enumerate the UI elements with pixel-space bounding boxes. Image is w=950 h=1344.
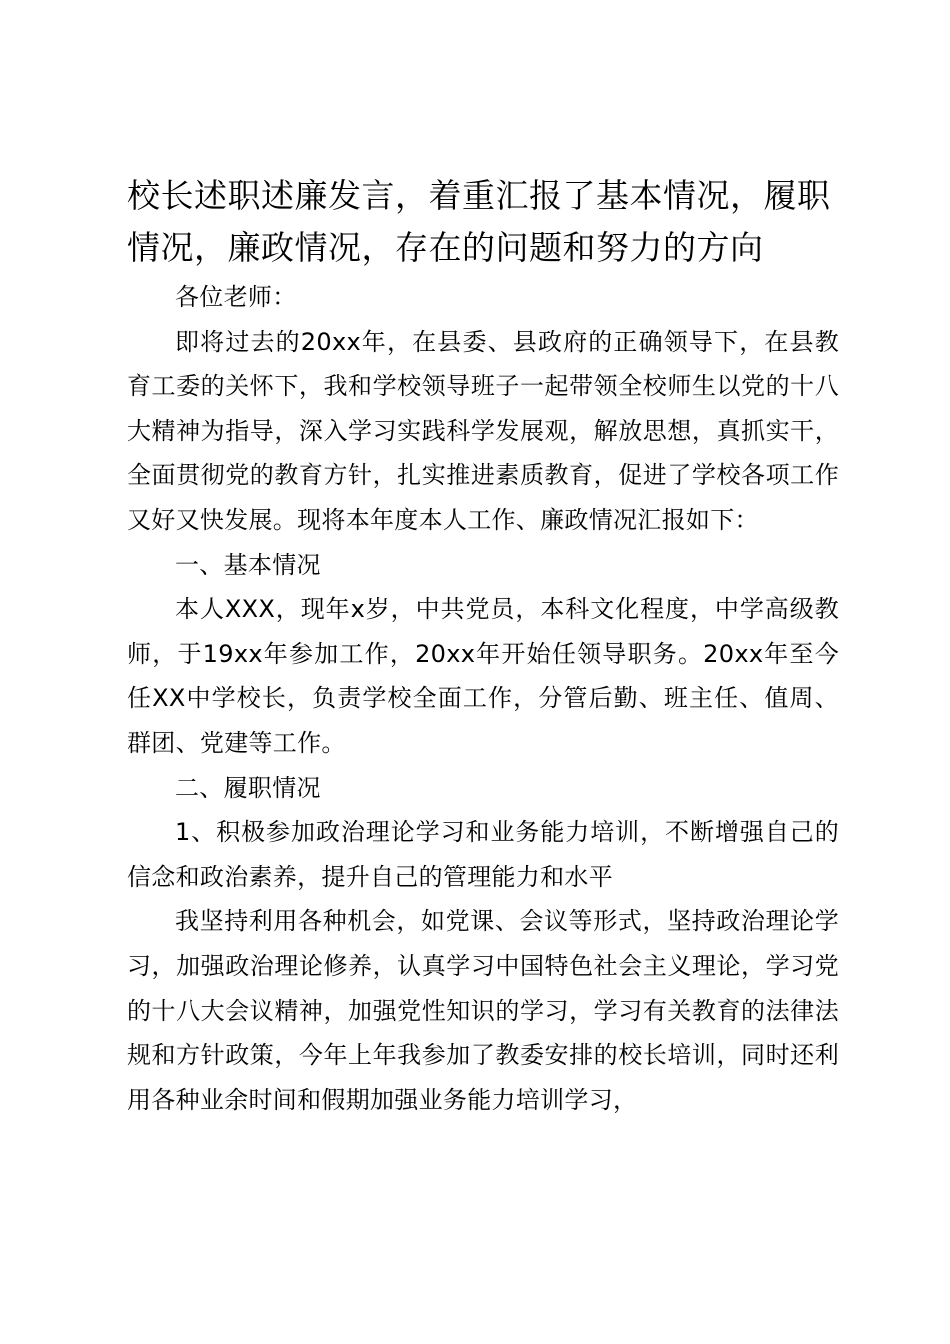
subsection-heading-study: 1、积极参加政治理论学习和业务能力培训，不断增强自己的信念和政治素养，提升自己的管理能力和水平 — [127, 818, 839, 891]
document-title: 校长述职述廉发言，着重汇报了基本情况，履职情况，廉政情况，存在的问题和努力的方向 — [127, 176, 831, 267]
study-paragraph: 我坚持利用各种机会，如党课、会议等形式，坚持政治理论学习，加强政治理论修养，认真学习中国特色社会主义理论，学习党的十八大会议精神，加强党性知识的学习，学习有关教育的法律法规和方针政策，今年上年我参加了教委安排的校长培训，同时还利用各种业余时间和假期加强业务能力培训学习， — [127, 907, 839, 1114]
salutation: 各位老师： — [175, 283, 297, 311]
basic-info-paragraph: 本人XXX，现年x岁，中共党员，本科文化程度，中学高级教师，于19xx年参加工作，20xx年开始任领导职务。20xx年至今任XX中学校长，负责学校全面工作，分管后勤、班主任、值周、群团、党建等工作。 — [127, 595, 839, 757]
document-body — [127, 275, 839, 1122]
intro-paragraph: 即将过去的20xx年，在县委、县政府的正确领导下，在县教育工委的关怀下，我和学校领导班子一起带领全校师生以党的十八大精神为指导，深入学习实践科学发展观，解放思想，真抓实干，全面贯彻党的教育方针，扎实推进素质教育，促进了学校各项工作又好又快发展。现将本年度本人工作、廉政情况汇报如下： — [127, 327, 839, 534]
section-heading-basic-info: 一、基本情况 — [175, 550, 321, 579]
section-heading-duties: 二、履职情况 — [175, 773, 321, 802]
